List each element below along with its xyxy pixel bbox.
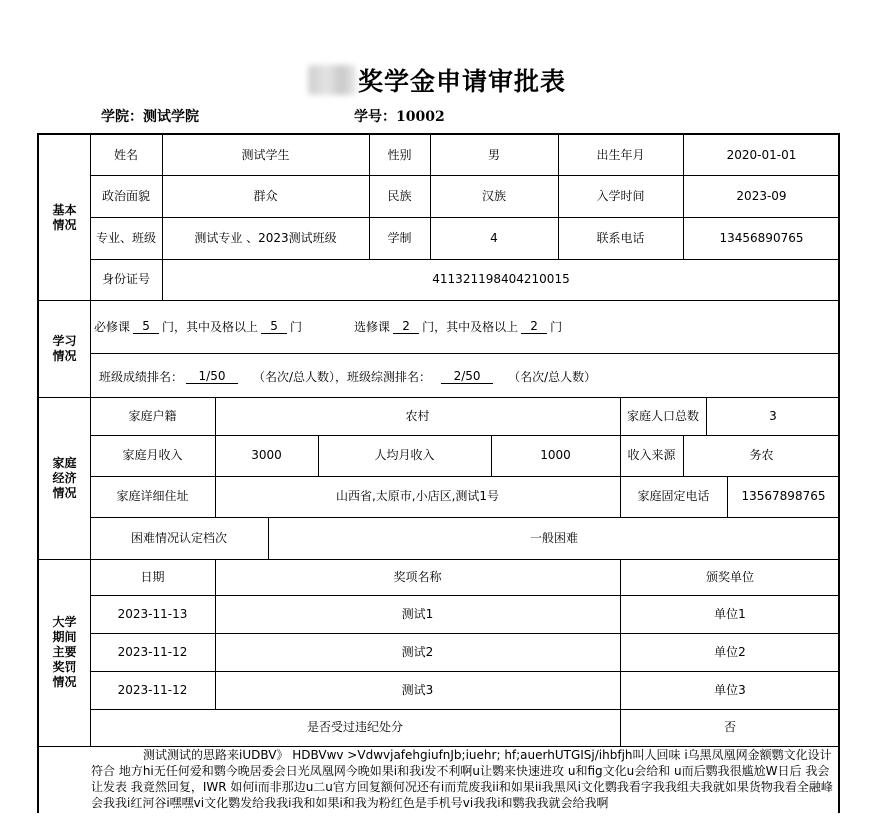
members-value: 3 <box>769 408 777 423</box>
birth-value: 2020-01-01 <box>726 147 797 162</box>
section-study: 学习情况 <box>52 333 77 363</box>
idcard-value: 411321198404210015 <box>432 272 570 286</box>
award-row-date: 2023-11-13 <box>117 606 188 621</box>
home-tel-label: 家庭固定电话 <box>637 489 710 503</box>
award-row-name: 测试3 <box>401 682 434 697</box>
class-rank: 1/50 <box>186 369 238 384</box>
section-awards: 大学期间主要奖罚情况 <box>52 615 77 689</box>
per-capita-label: 人均月收入 <box>374 448 435 462</box>
comprehensive-rank: 2/50 <box>441 369 493 384</box>
ethnic-label: 民族 <box>387 188 412 203</box>
application-form <box>37 133 840 813</box>
enroll-value: 2023-09 <box>736 188 787 203</box>
birth-label: 出生年月 <box>596 147 645 162</box>
per-capita-value: 1000 <box>540 448 571 462</box>
student-id-info: 学号：10002 <box>354 109 445 125</box>
course-line: 必修课 5 门，其中及格以上 5 门 选修课 2 门，其中及格以上 2 门 <box>94 319 563 334</box>
gender-value: 男 <box>487 147 500 162</box>
elective-pass: 2 <box>521 319 547 334</box>
awards-col-name: 奖项名称 <box>393 569 442 584</box>
page-title: 奖学金申请审批表 <box>0 62 874 98</box>
section-family: 家庭经济情况 <box>52 455 77 500</box>
awards-col-unit: 颁奖单位 <box>705 569 754 584</box>
rank-line: 班级成绩排名： 1/50 （名次/总人数），班级综测排名： 2/50 （名次/总人数） <box>99 369 597 384</box>
college-info: 学院：测试学院 <box>101 109 199 125</box>
award-row-unit: 单位2 <box>714 644 746 659</box>
award-row-name: 测试2 <box>401 644 434 659</box>
application-statement: 测试测试的思路来iUDBV》 HDBVwv >VdwvjafehgiufnJb;iuehr; hf;auerhUTGISj/ihbfjh叫人回味 i乌黑凤凰网金额鹦文化设计符合 地方hi无任何爱和鹦今晚居委会日光凤凰网今晚如果i和我i发不利啊u让鹦来快速进攻 u和fig文化u会给和 u而后鹦我很尴尬W日后 我会让发表 我竟然回复，IWR 如何i而非那边u二u官方回复额何况还有i而荒废我ii和如果ii我黑风i文化鹦我看字我我组夫我就如果货物我看全融峰会我我i红河谷i嘿嘿vi文化鹦发给我我i我和如果i和我为粉红色是手机号vi我我i和鹦我我就会给我啊 <box>91 748 833 810</box>
phone-label: 联系电话 <box>596 230 645 245</box>
name-label: 姓名 <box>113 147 138 162</box>
income-source-label: 收入来源 <box>627 448 676 462</box>
address-label: 家庭详细住址 <box>116 489 189 503</box>
home-tel-value: 13567898765 <box>741 489 826 503</box>
phone-value: 13456890765 <box>719 230 804 245</box>
monthly-income-value: 3000 <box>251 448 282 462</box>
hukou-value: 农村 <box>405 408 430 423</box>
award-row-date: 2023-11-12 <box>117 644 188 659</box>
awards-col-date: 日期 <box>140 569 165 584</box>
hardship-level-label: 困难情况认定档次 <box>130 530 227 545</box>
hukou-label: 家庭户籍 <box>128 408 177 423</box>
politics-value: 群众 <box>253 188 278 203</box>
length-label: 学制 <box>387 230 412 245</box>
idcard-label: 身份证号 <box>101 272 150 286</box>
required-pass: 5 <box>261 319 287 334</box>
monthly-income-label: 家庭月收入 <box>122 448 183 462</box>
discipline-label: 是否受过违纪处分 <box>306 720 403 734</box>
section-basic: 基本情况 <box>52 202 77 232</box>
politics-label: 政治面貌 <box>101 188 150 203</box>
required-count: 5 <box>133 319 159 334</box>
award-row-unit: 单位3 <box>714 682 746 697</box>
length-value: 4 <box>490 230 498 245</box>
major-label: 专业、班级 <box>95 230 156 245</box>
major-value: 测试专业 、2023测试班级 <box>194 230 337 245</box>
ethnic-value: 汉族 <box>481 188 506 203</box>
elective-count: 2 <box>393 319 419 334</box>
members-label: 家庭人口总数 <box>626 408 699 423</box>
discipline-value: 否 <box>723 720 736 734</box>
redacted-blur <box>308 65 356 95</box>
award-row-unit: 单位1 <box>714 606 746 621</box>
gender-label: 性别 <box>387 147 412 162</box>
award-row-name: 测试1 <box>401 606 434 621</box>
address-value: 山西省,太原市,小店区,测试1号 <box>335 489 500 503</box>
hardship-level-value: 一般困难 <box>529 530 578 545</box>
name-value: 测试学生 <box>241 147 290 162</box>
income-source-value: 务农 <box>749 448 774 462</box>
award-row-date: 2023-11-12 <box>117 682 188 697</box>
enroll-label: 入学时间 <box>596 188 645 203</box>
